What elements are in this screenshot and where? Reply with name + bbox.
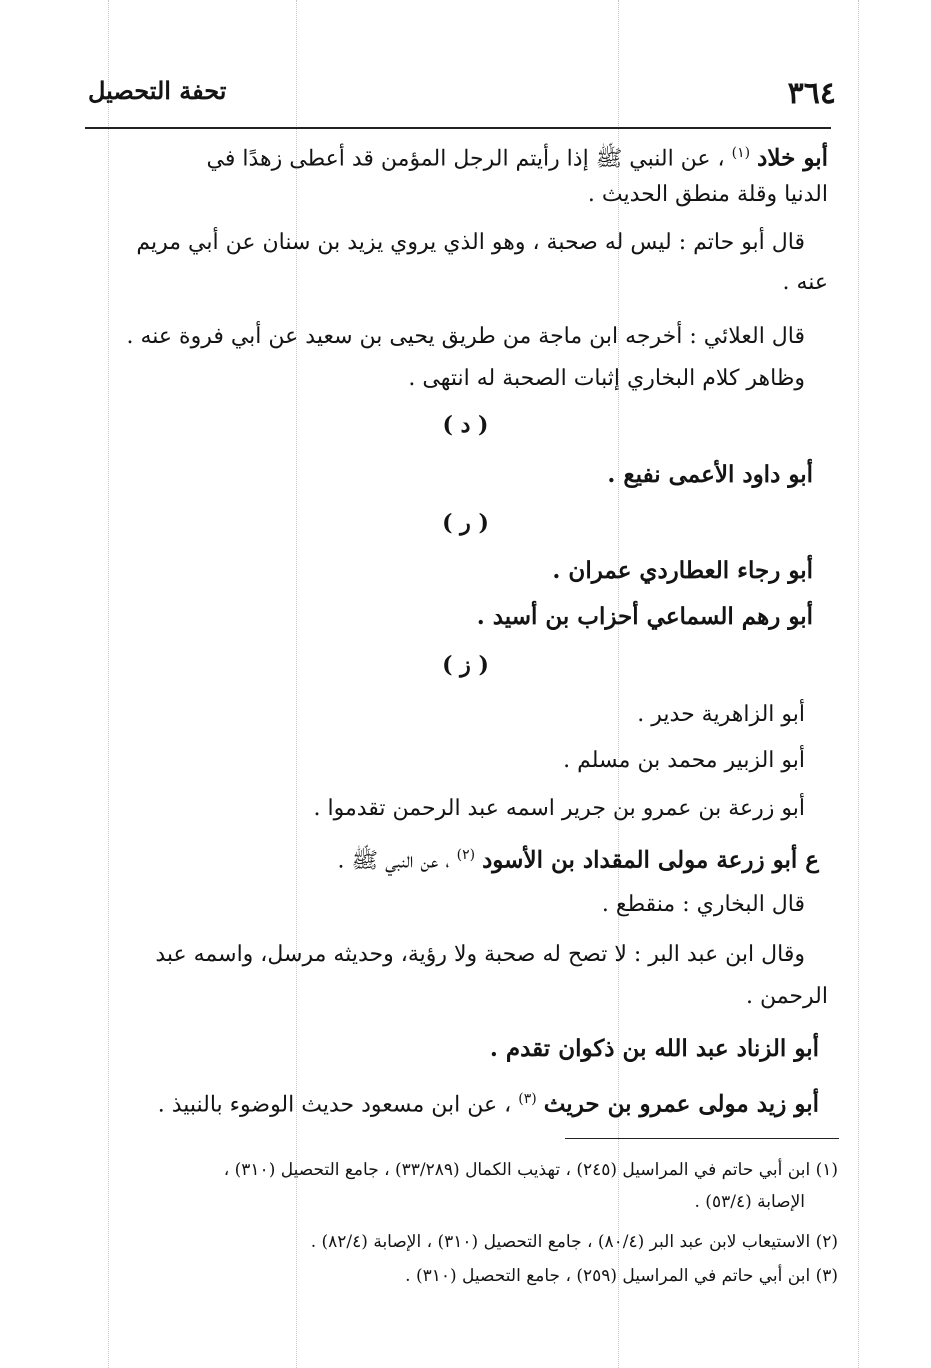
entry-name: أبو زيد مولى عمرو بن حريث	[543, 1090, 819, 1118]
entry-text: ، عن ابن مسعود حديث الوضوء بالنبيذ .	[157, 1092, 512, 1118]
entry-name: ع أبو زرعة مولى المقداد بن الأسود	[482, 846, 819, 874]
scan-dotted-guide	[108, 0, 109, 1368]
text-line: وقال ابن عبد البر : لا تصح له صحبة ولا رؤية، وحديثه مرسل، واسمه عبد	[155, 942, 805, 967]
entry-abu-zubair: أبو الزبير محمد بن مسلم .	[563, 748, 805, 773]
entry-name: أبو خلاد	[757, 144, 828, 172]
entry-text: ، عن النبي ﷺ .	[337, 848, 450, 874]
text-line: وظاهر كلام البخاري إثبات الصحبة له انتهى .	[408, 366, 805, 391]
footnote-ref[interactable]: (١)	[731, 145, 751, 161]
footnote-ref[interactable]: (٣)	[518, 1091, 537, 1107]
entry-text: ، عن النبي ﷺ إذا رأيتم الرجل المؤمن قد أعطى زهدًا في	[206, 146, 725, 172]
footnote-1: (١) ابن أبي حاتم في المراسيل (٢٤٥) ، تهذيب الكمال (٣٣/٢٨٩) ، جامع التحصيل (٣١٠) ،	[223, 1160, 838, 1180]
section-heading-ra: ( ر )	[442, 510, 489, 536]
entry-abu-zinad: أبو الزناد عبد الله بن ذكوان تقدم .	[489, 1035, 819, 1062]
entry-abu-dawud: أبو داود الأعمى نفيع .	[607, 461, 813, 488]
entry-abu-khallad	[207, 138, 828, 174]
header-rule	[85, 127, 831, 129]
footnote-1-cont: الإصابة (٥٣/٤) .	[694, 1192, 805, 1212]
text-line: الرحمن .	[745, 984, 828, 1009]
entry-abu-zahiriya: أبو الزاهرية حدير .	[637, 702, 805, 727]
entry-abu-raja: أبو رجاء العطاردي عمران .	[552, 557, 813, 584]
page-number: ٣٦٤	[787, 76, 836, 111]
text-line: عنه .	[782, 270, 828, 295]
entry-abu-zurah-amr: أبو زرعة بن عمرو بن جرير اسمه عبد الرحمن تقدموا .	[313, 796, 805, 821]
text-line: الدنيا وقلة منطق الحديث .	[587, 182, 828, 207]
scan-dotted-guide	[858, 0, 859, 1368]
entry-abu-zaid	[158, 1084, 819, 1120]
section-heading-dal: ( د )	[442, 412, 489, 438]
text-line: قال أبو حاتم : ليس له صحبة ، وهو الذي يروي يزيد بن سنان عن أبي مريم	[136, 230, 805, 255]
footnote-3: (٣) ابن أبي حاتم في المراسيل (٢٥٩) ، جامع التحصيل (٣١٠) .	[405, 1266, 838, 1286]
entry-abu-zurah-mawla	[338, 840, 819, 876]
entry-abu-ruhm: أبو رهم السماعي أحزاب بن أسيد .	[476, 603, 813, 630]
footnote-separator	[565, 1138, 839, 1139]
text-line: قال العلائي : أخرجه ابن ماجة من طريق يحيى بن سعيد عن أبي فروة عنه .	[126, 324, 805, 349]
footnote-ref[interactable]: (٢)	[456, 847, 476, 863]
footnote-2: (٢) الاستيعاب لابن عبد البر (٨٠/٤) ، جامع التحصيل (٣١٠) ، الإصابة (٨٢/٤) .	[310, 1232, 838, 1252]
text-line: قال البخاري : منقطع .	[601, 892, 805, 917]
book-title: تحفة التحصيل	[88, 76, 227, 105]
section-heading-zay: ( ز )	[442, 652, 489, 678]
